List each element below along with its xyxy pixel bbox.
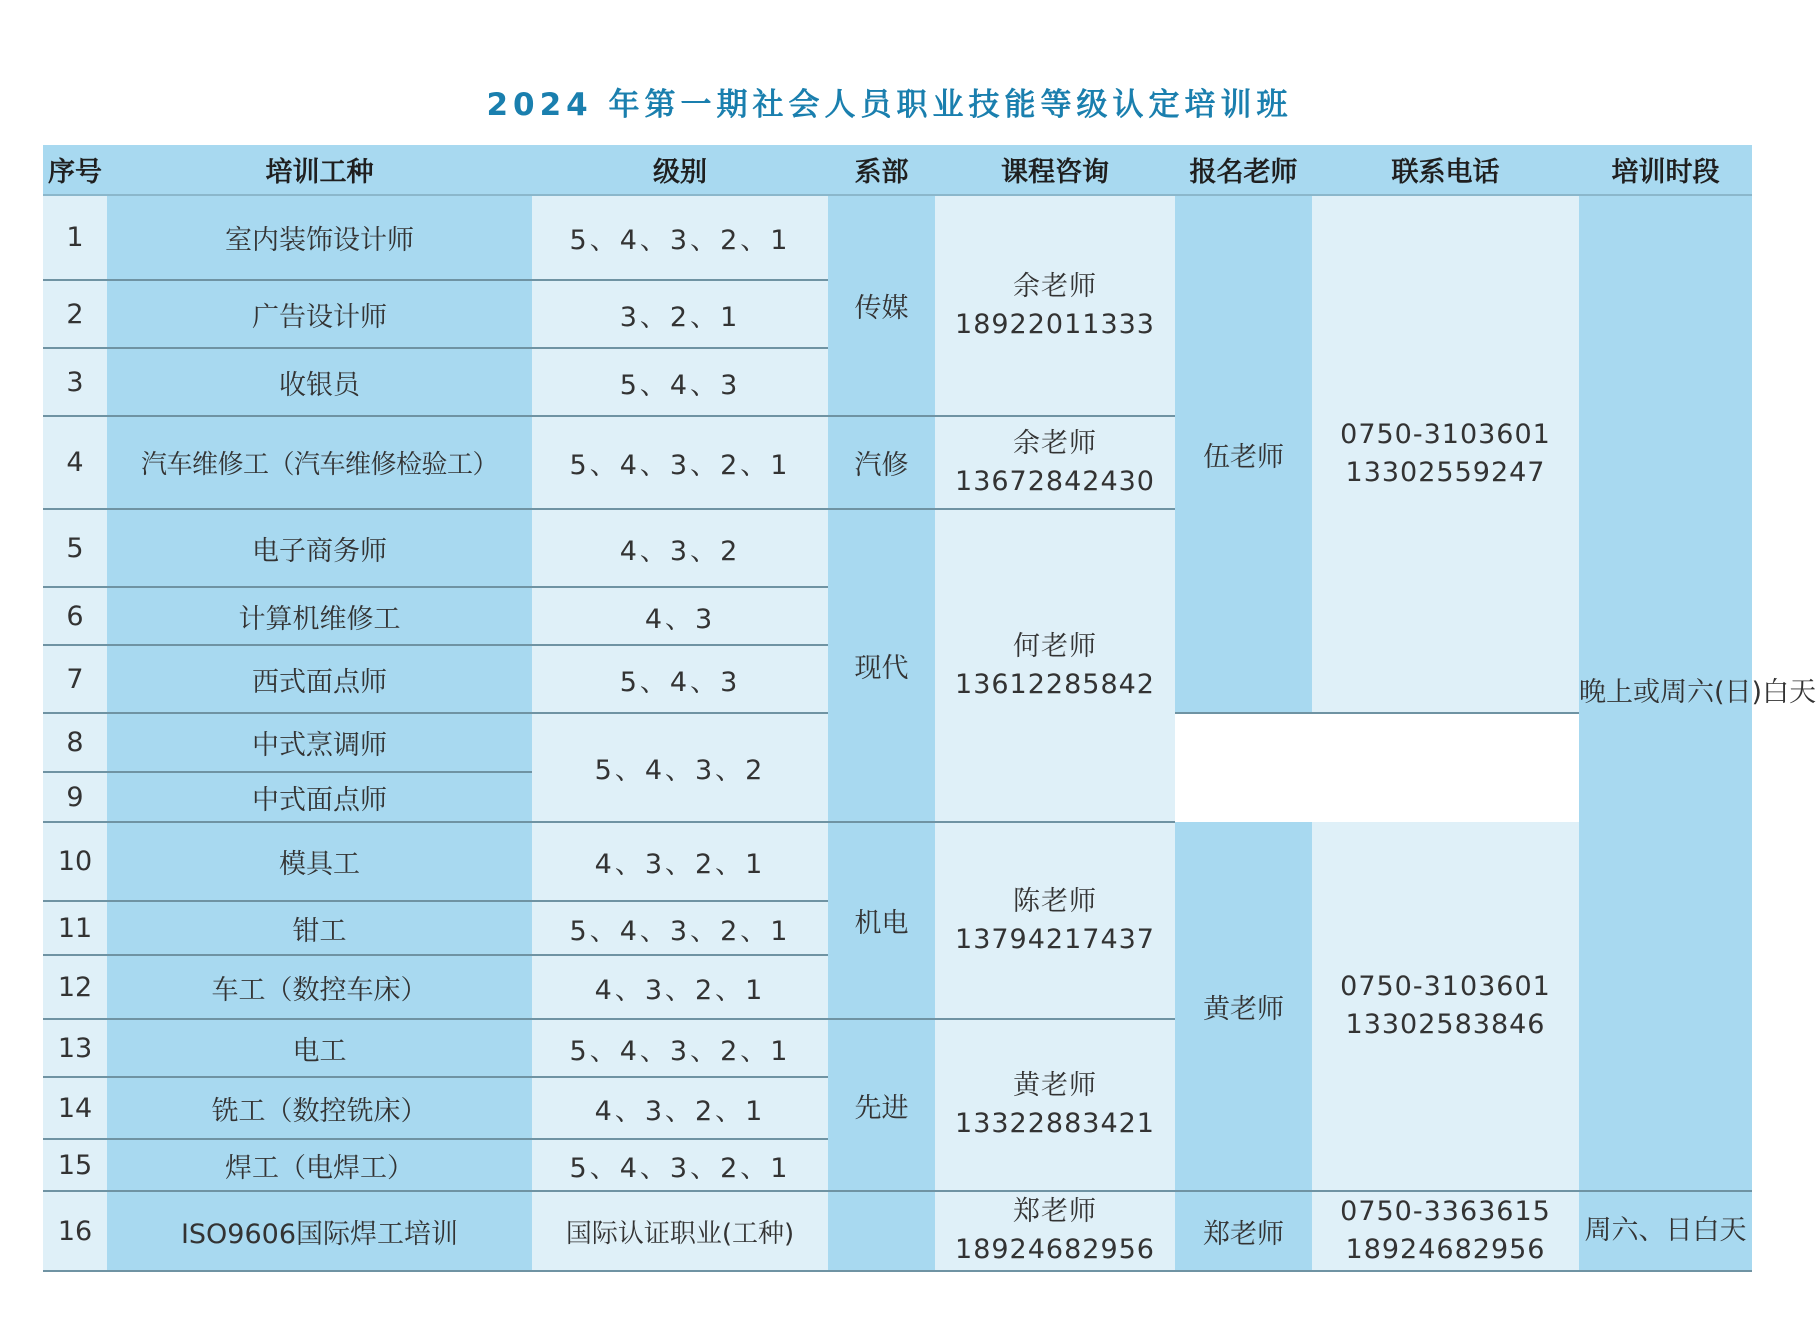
job-name: 电子商务师 bbox=[107, 509, 532, 587]
row-index: 13 bbox=[43, 1019, 107, 1077]
job-name: 铣工（数控铣床） bbox=[107, 1077, 532, 1139]
row-index: 9 bbox=[43, 772, 107, 822]
row-index: 4 bbox=[43, 416, 107, 509]
registrar-phones bbox=[1312, 195, 1579, 713]
consultant-phone: 13612285842 bbox=[955, 668, 1155, 700]
consultant bbox=[935, 822, 1175, 1019]
level: 4、3、2、1 bbox=[532, 955, 828, 1019]
row-index: 6 bbox=[43, 587, 107, 645]
table-row bbox=[43, 195, 1752, 280]
department: 传媒 bbox=[828, 195, 935, 416]
landline-phone: 0750-3103601 bbox=[1340, 419, 1551, 451]
header-job: 培训工种 bbox=[107, 145, 532, 195]
level: 3、2、1 bbox=[532, 280, 828, 348]
consultant-phone: 13322883421 bbox=[955, 1108, 1155, 1139]
job-name: 钳工 bbox=[107, 901, 532, 955]
table-row bbox=[43, 1191, 1752, 1271]
level: 5、4、3 bbox=[532, 645, 828, 713]
training-time: 晚上或周六(日)白天 bbox=[1579, 195, 1752, 1191]
level: 5、4、3、2、1 bbox=[532, 901, 828, 955]
level: 5、4、3、2 bbox=[532, 713, 828, 822]
consultant-name: 余老师 bbox=[1013, 270, 1097, 302]
registrar: 黄老师 bbox=[1175, 822, 1312, 1191]
job-name: 模具工 bbox=[107, 822, 532, 901]
landline-phone: 0750-3363615 bbox=[1340, 1196, 1551, 1228]
level: 5、4、3、2、1 bbox=[532, 195, 828, 280]
level: 5、4、3、2、1 bbox=[532, 1019, 828, 1077]
job-name: 计算机维修工 bbox=[107, 587, 532, 645]
row-index: 15 bbox=[43, 1139, 107, 1191]
consultant-phone: 18924682956 bbox=[955, 1234, 1155, 1265]
job-name: 汽车维修工（汽车维修检验工） bbox=[107, 416, 532, 509]
job-name: ISO9606国际焊工培训 bbox=[107, 1191, 532, 1271]
row-index: 11 bbox=[43, 901, 107, 955]
consultant bbox=[935, 416, 1175, 509]
training-schedule-table bbox=[43, 145, 1816, 1272]
consultant bbox=[935, 195, 1175, 416]
header-level: 级别 bbox=[532, 145, 828, 195]
consultant-name: 陈老师 bbox=[1013, 885, 1097, 917]
consultant-name: 黄老师 bbox=[1013, 1070, 1097, 1102]
consultant-name: 何老师 bbox=[1013, 630, 1097, 662]
mobile-phone: 13302583846 bbox=[1345, 1009, 1546, 1040]
job-name: 电工 bbox=[107, 1019, 532, 1077]
mobile-phone: 13302559247 bbox=[1345, 457, 1546, 488]
job-name: 焊工（电焊工） bbox=[107, 1139, 532, 1191]
level: 国际认证职业(工种) bbox=[532, 1191, 828, 1271]
consultant bbox=[935, 1191, 1175, 1271]
header-register: 报名老师 bbox=[1175, 145, 1312, 195]
row-index: 10 bbox=[43, 822, 107, 901]
header-phone: 联系电话 bbox=[1312, 145, 1579, 195]
consultant-phone: 13672842430 bbox=[955, 465, 1155, 497]
row-index: 1 bbox=[43, 195, 107, 280]
job-name: 中式面点师 bbox=[107, 772, 532, 822]
level: 4、3、2、1 bbox=[532, 1077, 828, 1139]
row-index: 14 bbox=[43, 1077, 107, 1139]
row-index: 12 bbox=[43, 955, 107, 1019]
department: 机电 bbox=[828, 822, 935, 1019]
department: 现代 bbox=[828, 509, 935, 822]
header-consult: 课程咨询 bbox=[935, 145, 1175, 195]
mobile-phone: 18924682956 bbox=[1345, 1234, 1546, 1265]
consultant bbox=[935, 1019, 1175, 1191]
job-name: 收银员 bbox=[107, 348, 532, 416]
level: 5、4、3 bbox=[532, 348, 828, 416]
job-name: 广告设计师 bbox=[107, 280, 532, 348]
row-index: 3 bbox=[43, 348, 107, 416]
level: 5、4、3、2、1 bbox=[532, 1139, 828, 1191]
consultant-phone: 13794217437 bbox=[955, 923, 1155, 955]
registrar-phones bbox=[1312, 1191, 1579, 1271]
registrar-phones bbox=[1312, 822, 1579, 1191]
row-index: 16 bbox=[43, 1191, 107, 1271]
job-name: 车工（数控车床） bbox=[107, 955, 532, 1019]
header-time: 培训时段 bbox=[1579, 145, 1752, 195]
row-index: 2 bbox=[43, 280, 107, 348]
registrar: 伍老师 bbox=[1175, 195, 1312, 713]
department: 先进 bbox=[828, 1019, 935, 1191]
consultant-phone: 18922011333 bbox=[955, 308, 1155, 340]
registrar: 郑老师 bbox=[1175, 1191, 1312, 1271]
page-title: 2024 年第一期社会人员职业技能等级认定培训班 bbox=[486, 87, 1293, 123]
header-row bbox=[43, 145, 1752, 195]
training-time: 周六、日白天 bbox=[1579, 1191, 1752, 1271]
consultant-name: 余老师 bbox=[1013, 427, 1097, 459]
department bbox=[828, 1191, 935, 1271]
table-row bbox=[43, 822, 1752, 901]
row-index: 7 bbox=[43, 645, 107, 713]
consultant-name: 郑老师 bbox=[1013, 1196, 1097, 1228]
level: 5、4、3、2、1 bbox=[532, 416, 828, 509]
row-index: 8 bbox=[43, 713, 107, 772]
level: 4、3 bbox=[532, 587, 828, 645]
job-name: 中式烹调师 bbox=[107, 713, 532, 772]
department: 汽修 bbox=[828, 416, 935, 509]
job-name: 室内装饰设计师 bbox=[107, 195, 532, 280]
consultant bbox=[935, 509, 1175, 822]
level: 4、3、2、1 bbox=[532, 822, 828, 901]
header-dept: 系部 bbox=[828, 145, 935, 195]
job-name: 西式面点师 bbox=[107, 645, 532, 713]
header-idx: 序号 bbox=[43, 145, 107, 195]
row-index: 5 bbox=[43, 509, 107, 587]
landline-phone: 0750-3103601 bbox=[1340, 971, 1551, 1003]
level: 4、3、2 bbox=[532, 509, 828, 587]
